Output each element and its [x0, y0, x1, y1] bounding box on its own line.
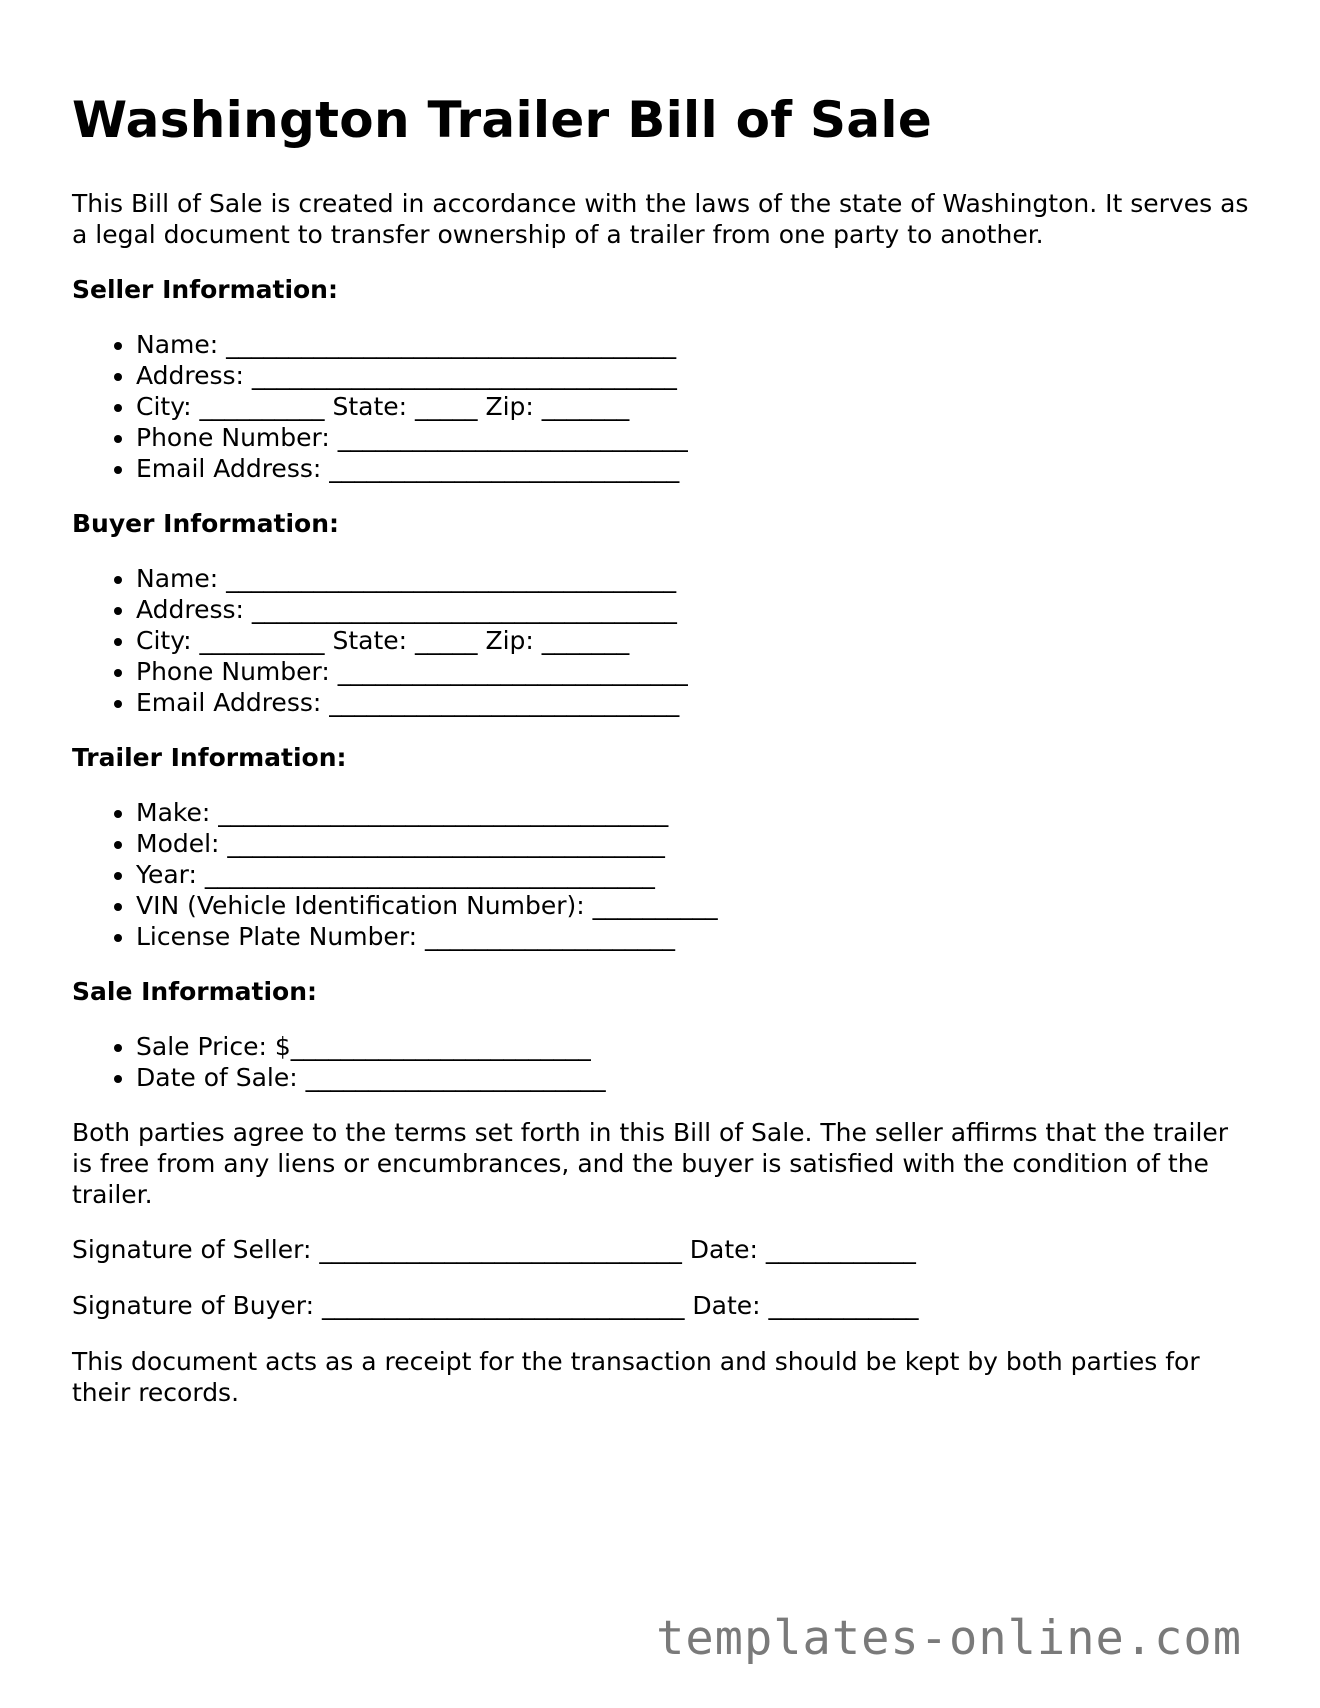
buyer-address-field: • Address: __________________________________	[136, 594, 1252, 625]
intro-paragraph: This Bill of Sale is created in accordance with the laws of the state of Washington. It serves as a legal document to transfer ownership of a trailer from one party to another.	[72, 189, 1249, 249]
trailer-vin-field: • VIN (Vehicle Identification Number): __________	[136, 890, 1252, 921]
trailer-section-heading: Trailer Information:	[72, 743, 347, 772]
sale-section-heading: Sale Information:	[72, 977, 317, 1006]
buyer-fields-list	[72, 563, 1252, 718]
seller-signature-line: Signature of Seller: _____________________________ Date: ____________	[72, 1235, 916, 1264]
trailer-license-plate-field: • License Plate Number: ____________________	[136, 921, 1252, 952]
seller-name-field: • Name: ____________________________________	[136, 329, 1252, 360]
seller-email-field: • Email Address: ____________________________	[136, 453, 1252, 484]
buyer-email-field: • Email Address: ____________________________	[136, 687, 1252, 718]
trailer-make-field: • Make: ____________________________________	[136, 797, 1252, 828]
buyer-signature-line: Signature of Buyer: _____________________________ Date: ____________	[72, 1291, 919, 1320]
seller-section-heading: Seller Information:	[72, 275, 338, 304]
seller-fields-list	[72, 329, 1252, 484]
document-page	[72, 88, 1252, 1432]
buyer-name-field: • Name: ____________________________________	[136, 563, 1252, 594]
trailer-fields-list	[72, 797, 1252, 952]
trailer-year-field: • Year: ____________________________________	[136, 859, 1252, 890]
sale-fields-list	[72, 1031, 1252, 1093]
sale-date-field: • Date of Sale: ________________________	[136, 1062, 1252, 1093]
seller-address-field: • Address: __________________________________	[136, 360, 1252, 391]
agreement-paragraph: Both parties agree to the terms set forth in this Bill of Sale. The seller affirms that the trailer is free from any liens or encumbrances, and the buyer is satisfied with the condition of the trailer.	[72, 1118, 1229, 1209]
trailer-model-field: • Model: ___________________________________	[136, 828, 1252, 859]
closing-paragraph: This document acts as a receipt for the transaction and should be kept by both parties for their records.	[72, 1347, 1200, 1407]
seller-city-state-zip-field: • City: __________ State: _____ Zip: _______	[136, 391, 1252, 422]
seller-phone-field: • Phone Number: ____________________________	[136, 422, 1252, 453]
document-title: Washington Trailer Bill of Sale	[72, 91, 933, 149]
sale-price-field: • Sale Price: $________________________	[136, 1031, 1252, 1062]
buyer-phone-field: • Phone Number: ____________________________	[136, 656, 1252, 687]
watermark-text: templates-online.com	[656, 1611, 1242, 1666]
buyer-city-state-zip-field: • City: __________ State: _____ Zip: _______	[136, 625, 1252, 656]
buyer-section-heading: Buyer Information:	[72, 509, 340, 538]
